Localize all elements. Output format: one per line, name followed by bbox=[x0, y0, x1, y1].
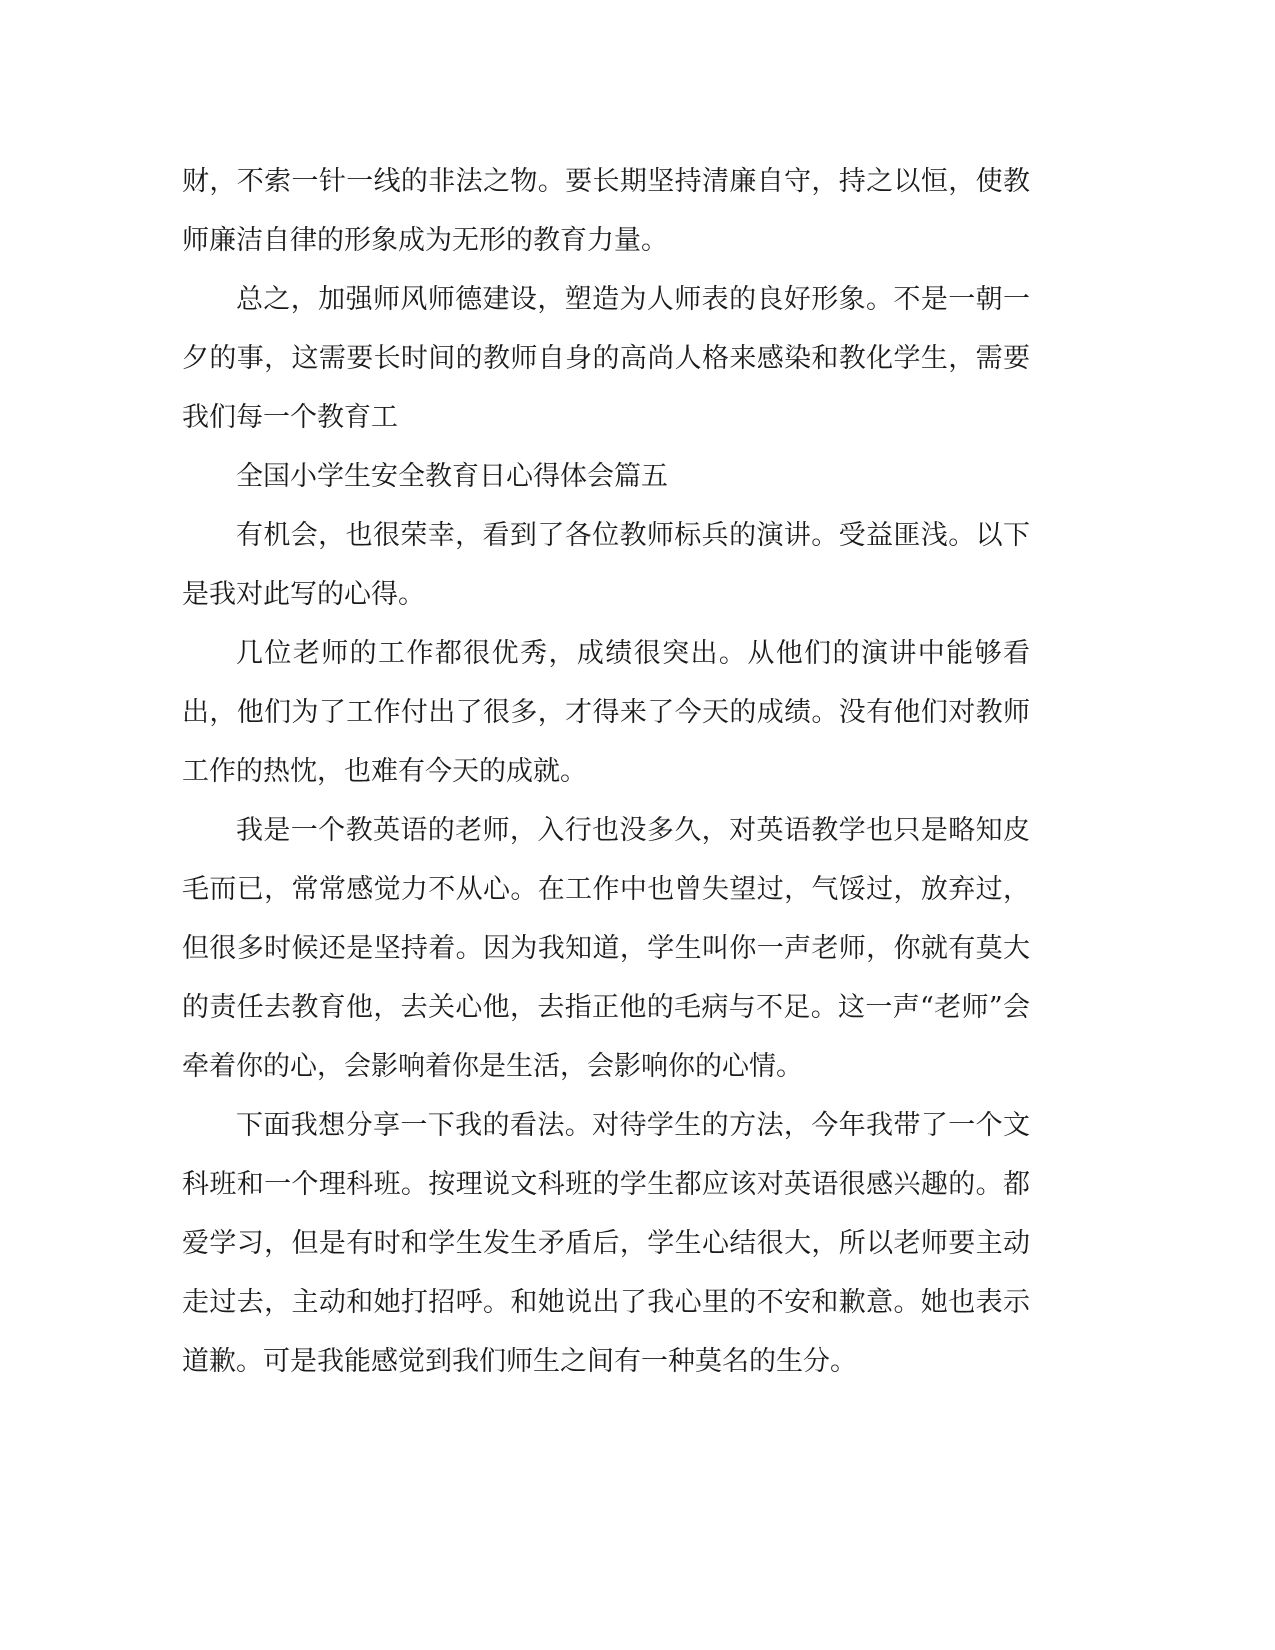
paragraph-english-teacher: 我是一个教英语的老师，入行也没多久，对英语教学也只是略知皮毛而已，常常感觉力不从心。在工作中也曾失望过，气馁过，放弃过，但很多时候还是坚持着。因为我知道，学生叫你一声老师，你就有莫大的责任去教育他，去关心他，去指正他的毛病与不足。这一声“老师”会牵着你的心，会影响着你是生活，会影响你的心情。 bbox=[182, 815, 1030, 1082]
paragraph-conclusion: 总之，加强师风师德建设，塑造为人师表的良好形象。不是一朝一夕的事，这需要长时间的教师自身的高尚人格来感染和教化学生，需要我们每一个教育工 bbox=[182, 284, 1030, 433]
paragraph-teachers: 几位老师的工作都很优秀，成绩很突出。从他们的演讲中能够看出，他们为了工作付出了很多，才得来了今天的成绩。没有他们对教师工作的热忱，也难有今天的成就。 bbox=[182, 638, 1030, 787]
paragraph-continuation: 财，不索一针一线的非法之物。要长期坚持清廉自守，持之以恒，使教师廉洁自律的形象成为无形的教育力量。 bbox=[182, 166, 1030, 256]
document-page bbox=[182, 152, 1030, 1391]
section-heading: 全国小学生安全教育日心得体会篇五 bbox=[236, 461, 668, 492]
paragraph-intro: 有机会，也很荣幸，看到了各位教师标兵的演讲。受益匪浅。以下是我对此写的心得。 bbox=[182, 520, 1030, 610]
paragraph-sharing: 下面我想分享一下我的看法。对待学生的方法，今年我带了一个文科班和一个理科班。按理说文科班的学生都应该对英语很感兴趣的。都爱学习，但是有时和学生发生矛盾后，学生心结很大，所以老师要主动走过去，主动和她打招呼。和她说出了我心里的不安和歉意。她也表示道歉。可是我能感觉到我们师生之间有一种莫名的生分。 bbox=[182, 1110, 1030, 1377]
